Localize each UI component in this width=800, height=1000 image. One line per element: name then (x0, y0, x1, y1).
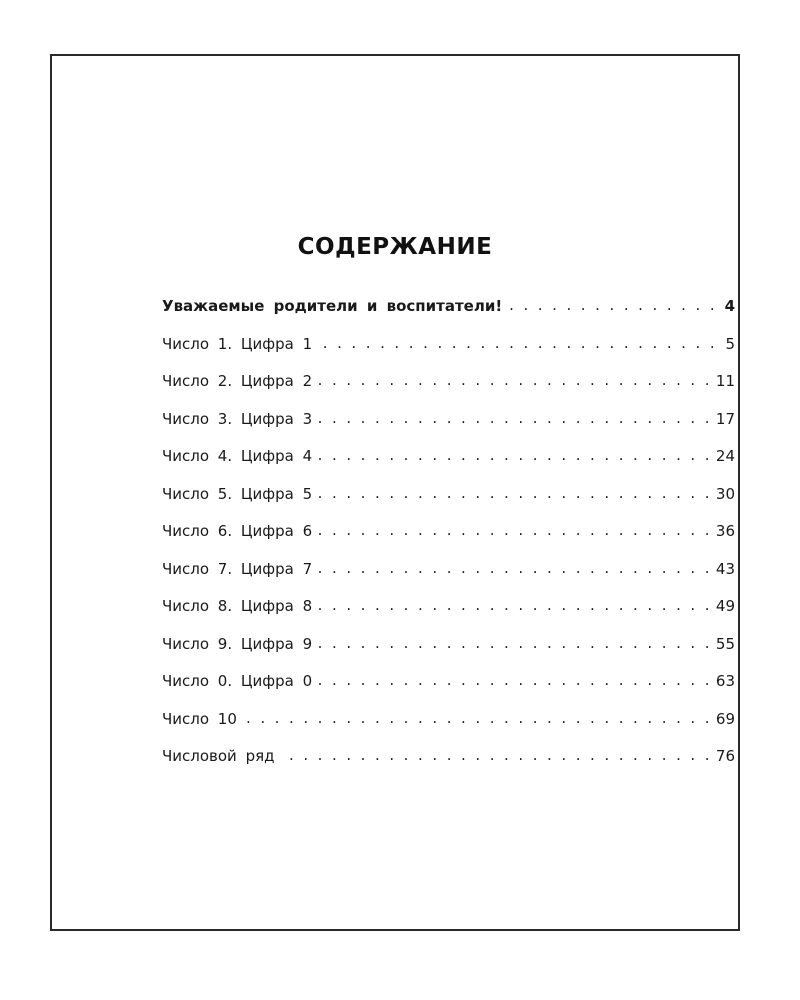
toc-entry-label: Число 3. Цифра 3 (162, 409, 313, 428)
toc-entry-page: 30 (715, 484, 735, 503)
dot-leader (318, 596, 712, 611)
toc-entry-page: 36 (715, 522, 735, 540)
dot-leader (318, 371, 712, 386)
toc-entry-label: Число 0. Цифра 0 (162, 672, 313, 690)
dot-leader (318, 334, 717, 349)
toc-entry[interactable] (162, 371, 735, 409)
toc-entry-page: 24 (715, 447, 735, 465)
toc-entry-page: 49 (715, 597, 735, 615)
toc-entry[interactable] (162, 709, 735, 747)
toc-entry[interactable] (162, 334, 735, 372)
toc-entry[interactable] (162, 559, 735, 597)
toc-entry-label: Число 4. Цифра 4 (162, 447, 313, 465)
dot-leader (318, 409, 712, 424)
toc-entry-label: Число 6. Цифра 6 (162, 522, 313, 540)
dot-leader (318, 671, 712, 686)
page-frame (50, 54, 740, 931)
page-title: СОДЕРЖАНИЕ (297, 234, 493, 260)
toc-entry[interactable] (162, 671, 735, 709)
toc-entry[interactable] (162, 521, 735, 559)
toc-entry-label: Уважаемые родители и воспитатели! (162, 297, 503, 315)
toc-entry-label: Число 5. Цифра 5 (162, 484, 313, 503)
dot-leader (318, 634, 712, 649)
dot-leader (243, 709, 712, 724)
toc-entry[interactable] (162, 446, 735, 484)
toc-entry-page: 63 (715, 672, 735, 690)
table-of-contents (162, 296, 735, 784)
toc-entry-page: 55 (715, 634, 735, 653)
toc-entry-label: Число 1. Цифра 1 (162, 334, 313, 353)
toc-entry-label: Число 10 (162, 709, 237, 728)
toc-entry-page: 11 (715, 372, 735, 390)
toc-entry-label: Число 9. Цифра 9 (162, 634, 313, 653)
toc-entry-label: Число 2. Цифра 2 (162, 372, 313, 390)
toc-entry[interactable] (162, 296, 735, 334)
toc-entry-label: Числовой ряд (162, 747, 275, 765)
toc-entry-label: Число 7. Цифра 7 (162, 559, 313, 578)
dot-leader (508, 296, 717, 311)
dot-leader (318, 521, 712, 536)
toc-entry-page: 4 (724, 297, 735, 315)
dot-leader (318, 484, 712, 499)
toc-entry[interactable] (162, 634, 735, 672)
toc-entry-page: 69 (715, 709, 735, 728)
toc-entry-label: Число 8. Цифра 8 (162, 597, 313, 615)
toc-entry-page: 5 (725, 334, 735, 353)
dot-leader (281, 746, 712, 761)
toc-entry-page: 43 (715, 559, 735, 578)
dot-leader (318, 446, 712, 461)
toc-entry[interactable] (162, 596, 735, 634)
toc-entry[interactable] (162, 409, 735, 447)
dot-leader (318, 559, 712, 574)
toc-entry[interactable] (162, 746, 735, 784)
toc-entry[interactable] (162, 484, 735, 522)
toc-entry-page: 76 (715, 747, 735, 765)
toc-entry-page: 17 (715, 409, 735, 428)
